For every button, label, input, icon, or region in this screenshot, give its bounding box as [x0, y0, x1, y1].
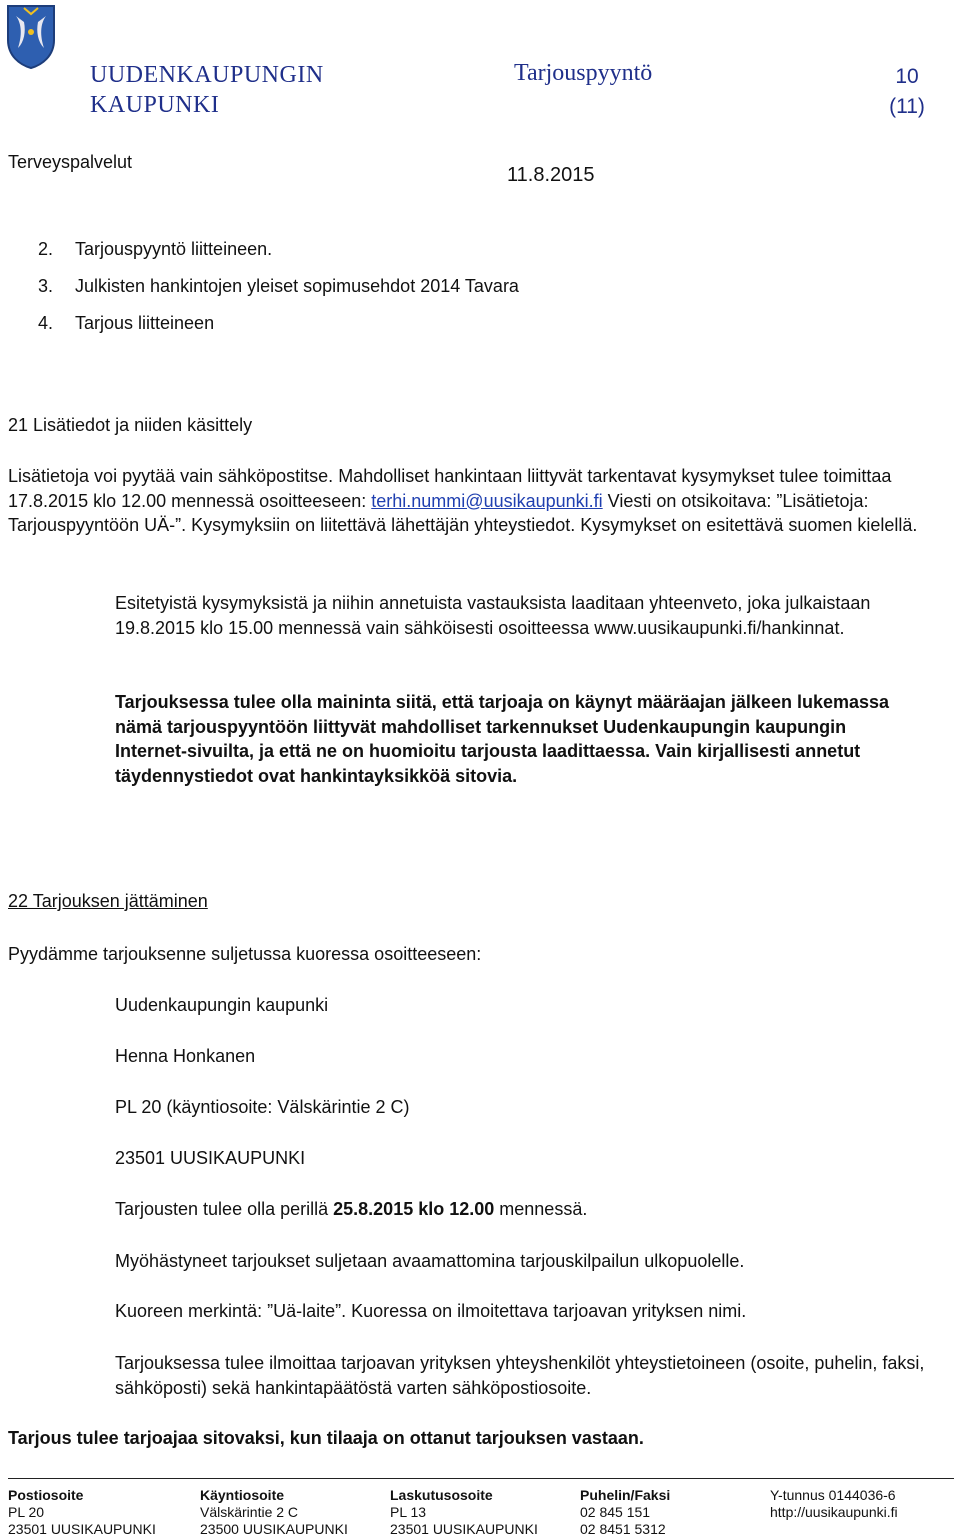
document-date: 11.8.2015 [507, 164, 595, 186]
website-link[interactable]: http://uusikaupunki.fi [770, 1504, 898, 1520]
coat-of-arms-logo [4, 2, 58, 70]
section-21-paragraph-3: Tarjouksessa tulee olla maininta siitä, että tarjoaja on käynyt määräajan jälkeen lukemassa nämä tarjouspyyntöön liittyvät mahdolliset tarkennukset Uudenkaupungin kaupungin Internet-sivuilta, ja että ne on huomioitu tarjousta laadittaessa. Vain kirjallisesti annetut täydennystiedot ovat hankintayksikköä sitovia. [115, 692, 890, 786]
section-22-heading: 22 Tarjouksen jättäminen [8, 891, 208, 911]
address-line-2: Henna Honkanen [115, 1046, 256, 1066]
list-item: 2. Tarjouspyyntö liitteineen. [38, 239, 273, 259]
envelope-marking-text: Kuoreen merkintä: ”Uä-laite”. Kuoressa on ilmoitettava tarjoavan yrityksen nimi. [115, 1301, 747, 1321]
list-item: 3. Julkisten hankintojen yleiset sopimusehdot 2014 Tavara [38, 276, 519, 296]
footer-phone-fax: Puhelin/Faksi 02 845 151 02 8451 5312 [580, 1487, 671, 1537]
organization-name: UUDENKAUPUNGIN KAUPUNKI [90, 62, 324, 118]
document-type: Tarjouspyyntö [514, 60, 653, 86]
footer [8, 1478, 954, 1537]
binding-offer-text: Tarjous tulee tarjoajaa sitovaksi, kun tilaaja on ottanut tarjouksen vastaan. [8, 1428, 644, 1448]
page-number: 10 (11) [889, 65, 925, 118]
footer-business-id: Y-tunnus 0144036-6 http://uusikaupunki.fi [770, 1487, 898, 1520]
address-line-3: PL 20 (käyntiosoite: Välskärintie 2 C) [115, 1097, 410, 1117]
department: Terveyspalvelut [8, 152, 133, 172]
section-22-intro: Pyydämme tarjouksenne suljetussa kuoressa osoitteeseen: [8, 944, 482, 964]
section-21-paragraph-1: Lisätietoja voi pyytää vain sähköpostitse. Mahdolliset hankintaan liittyvät tarkentavat kysymykset tulee toimittaa 17.8.2015 klo 12.00 mennessä osoitteeseen: terhi.nummi@uusikaupunki.fi Viesti on otsikoitava: ”Lisätietoja: Tarjouspyyntöön UÄ-”. Kysymyksiin on liitettävä lähettäjän yhteystiedot. Kysymykset on esitettävä suomen kielellä. [8, 466, 918, 535]
footer-visiting-address: Käyntiosoite Välskärintie 2 C 23500 UUSIKAUPUNKI [200, 1487, 348, 1537]
section-21-paragraph-2: Esitetyistä kysymyksistä ja niihin annetuista vastauksista laaditaan yhteenveto, joka julkaistaan 19.8.2015 klo 15.00 mennessä vain sähköisesti osoitteessa www.uusikaupunki.fi/hankinnat. [115, 593, 871, 638]
list-item: 4. Tarjous liitteineen [38, 313, 215, 333]
late-offers-text: Myöhästyneet tarjoukset suljetaan avaamattomina tarjouskilpailun ulkopuolelle. [115, 1251, 745, 1271]
email-link[interactable]: terhi.nummi@uusikaupunki.fi [371, 490, 603, 511]
address-line-1: Uudenkaupungin kaupunki [115, 995, 329, 1015]
footer-billing-address: Laskutusosoite PL 13 23501 UUSIKAUPUNKI [390, 1487, 538, 1537]
deadline-text: Tarjousten tulee olla perillä 25.8.2015 klo 12.00 mennessä. [115, 1199, 588, 1219]
address-line-4: 23501 UUSIKAUPUNKI [115, 1148, 306, 1168]
contacts-text: Tarjouksessa tulee ilmoittaa tarjoavan yrityksen yhteyshenkilöt yhteystietoineen (osoite, puhelin, faksi, sähköposti) sekä hankintapäätöstä varten sähköpostiosoite. [115, 1353, 925, 1398]
section-21-heading: 21 Lisätiedot ja niiden käsittely [8, 415, 253, 435]
footer-postal-address: Postiosoite PL 20 23501 UUSIKAUPUNKI [8, 1487, 156, 1537]
attachment-list [38, 236, 519, 347]
